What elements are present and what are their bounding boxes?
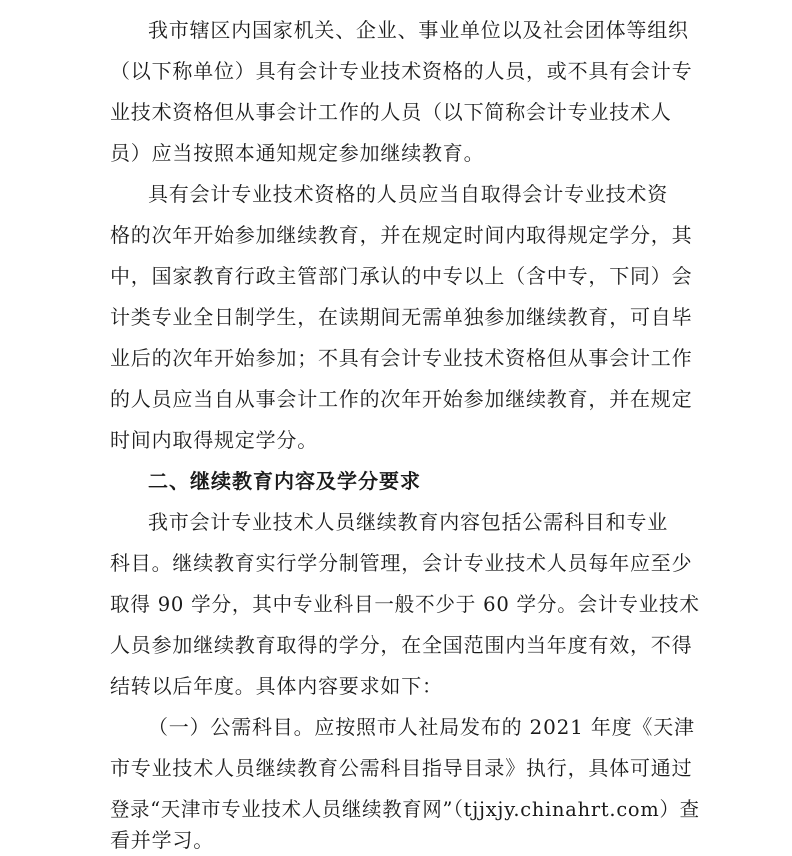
paragraph-3-line-2: 科目。继续教育实行学分制管理，会计专业技术人员每年应至少 bbox=[110, 551, 693, 575]
paragraph-2-line-6: 的人员应当自从事会计工作的次年开始参加继续教育，并在规定 bbox=[110, 387, 693, 411]
paragraph-1-line-2: （以下称单位）具有会计专业技术资格的人员，或不具有会计专 bbox=[110, 59, 693, 83]
paragraph-2-line-3: 中，国家教育行政主管部门承认的中专以上（含中专，下同）会 bbox=[110, 264, 693, 288]
paragraph-1-line-4: 员）应当按照本通知规定参加继续教育。 bbox=[110, 141, 485, 165]
paragraph-4-line-1: （一）公需科目。应按照市人社局发布的 2021 年度《天津 bbox=[148, 715, 695, 739]
paragraph-2-line-1: 具有会计专业技术资格的人员应当自取得会计专业技术资 bbox=[148, 182, 668, 206]
paragraph-2-line-2: 格的次年开始参加继续教育，并在规定时间内取得规定学分，其 bbox=[110, 223, 693, 247]
paragraph-3-line-3: 取得 90 学分，其中专业科目一般不少于 60 学分。会计专业技术 bbox=[110, 592, 700, 616]
paragraph-3-line-4: 人员参加继续教育取得的学分，在全国范围内当年度有效，不得 bbox=[110, 633, 693, 657]
paragraph-2-line-4: 计类专业全日制学生，在读期间无需单独参加继续教育，可自毕 bbox=[110, 305, 693, 329]
paragraph-1-line-3: 业技术资格但从事会计工作的人员（以下简称会计专业技术人 bbox=[110, 100, 672, 124]
paragraph-3-line-5: 结转以后年度。具体内容要求如下： bbox=[110, 674, 443, 698]
paragraph-3-line-1: 我市会计专业技术人员继续教育内容包括公需科目和专业 bbox=[148, 510, 668, 534]
paragraph-1-line-1: 我市辖区内国家机关、企业、事业单位以及社会团体等组织 bbox=[148, 18, 689, 42]
paragraph-2-line-7: 时间内取得规定学分。 bbox=[110, 428, 318, 452]
section-heading: 二、继续教育内容及学分要求 bbox=[148, 469, 421, 493]
paragraph-4-line-3: 登录“天津市专业技术人员继续教育网”（tjjxjy.chinahrt.com）查 bbox=[110, 797, 700, 821]
paragraph-4-line-4: 看并学习。 bbox=[110, 828, 214, 852]
paragraph-4-line-2: 市专业技术人员继续教育公需科目指导目录》执行，具体可通过 bbox=[110, 756, 693, 780]
paragraph-2-line-5: 业后的次年开始参加；不具有会计专业技术资格但从事会计工作 bbox=[110, 346, 693, 370]
